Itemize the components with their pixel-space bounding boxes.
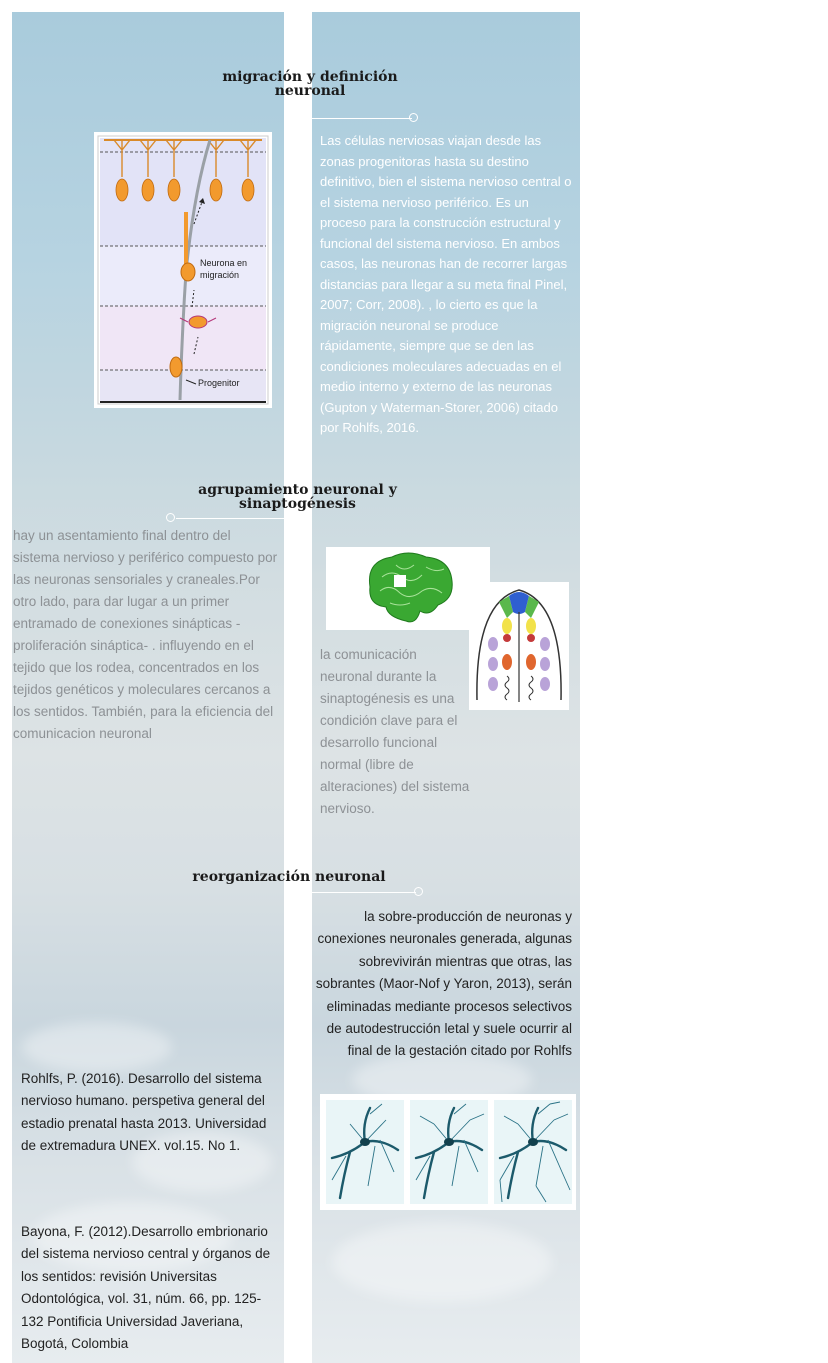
neural-tube-illustration (469, 582, 569, 710)
neuron-migration-figure (94, 132, 272, 408)
title-line: neuronal (274, 83, 346, 99)
figure-label-progenitor: Progenitor (198, 378, 240, 388)
title-line: agrupamiento neuronal y (198, 482, 397, 498)
section-title-agrupamiento (180, 483, 415, 511)
neural-tube-figure (469, 582, 569, 710)
neuron-reorganization-illustration (320, 1094, 576, 1210)
timeline-connector (176, 518, 284, 519)
brain-figure (326, 547, 490, 630)
section2-text-left: hay un asentamiento final dentro del sistema nervioso y periférico compuesto por las neuronas sensoriales y craneales.Por otro lado, para dar lugar a un primer entramado de conexiones sinápticas -proliferación sináptica- . influyendo en el tejido que los rodea, concentrados en los tejidos genéticos y moleculares cercanos a los sentidos. También, para la eficiencia del comunicacion neuronal (13, 528, 278, 741)
section1-text: Las células nerviosas viajan desde las zonas progenitoras hasta su destino definitivo, bien el sistema nervioso central o el sistema nervioso periférico. Es un proceso para la construcción estructural y funcional del sistema nervioso. En ambos casos, las neuronas han de recorrer largas distancias para llegar a su meta final Pinel, 2007; Corr, 2008). , lo cierto es que la migración neuronal se produce rápidamente, siempre que se den las condiciones moleculares adecuadas en el medio interno y externo de las neuronas (Gupton y Waterman-Storer, 2006) citado por Rohlfs, 2016. (320, 133, 572, 435)
figure-label-migration: Neurona en (200, 258, 248, 268)
neuron-migration-illustration (94, 132, 272, 408)
title-line: sinaptogénesis (239, 496, 356, 512)
reference-rohlfs: Rohlfs, P. (2016). Desarrollo del sistema nervioso humano. perspetiva general del estadio prenatal hasta 2013. Universidad de extremadura UNEX. vol.15. No 1. (21, 1071, 267, 1154)
brain-illustration (326, 547, 490, 630)
timeline-dot (414, 887, 423, 896)
timeline-connector (312, 892, 416, 893)
cloud-shape (332, 1222, 552, 1302)
timeline-connector (312, 118, 412, 119)
neuron-reorganization-figure (320, 1094, 576, 1210)
section-title-migracion (200, 70, 420, 98)
section-title-reorganizacion (180, 870, 398, 884)
title-line: migración y definición (222, 69, 398, 85)
reference-bayona: Bayona, F. (2012).Desarrollo embrionario del sistema nervioso central y órganos de los sentidos: revisión Universitas Odontológica, vol. 31, núm. 66, pp. 125-132 Pontificia Universidad Javeriana, Bogotá, Colombia (21, 1224, 271, 1352)
timeline-dot (166, 513, 175, 522)
figure-label-migration: migración (200, 270, 240, 280)
cloud-shape (22, 1022, 172, 1072)
timeline-dot (409, 113, 418, 122)
section2-text-right: la comunicación neuronal durante la sinaptogénesis es una condición clave para el desarrollo funcional normal (libre de alteraciones) del sistema nervioso. (320, 647, 470, 816)
section3-text: la sobre-producción de neuronas y conexiones neuronales generada, algunas sobrevivirán mientras que otras, las sobrantes (Maor-Nof y Yaron, 2013), serán eliminadas mediante procesos selectivos de autodestrucción letal y suele ocurrir al final de la gestación citado por Rohlfs (315, 909, 572, 1059)
title-line: reorganización neuronal (192, 869, 386, 885)
